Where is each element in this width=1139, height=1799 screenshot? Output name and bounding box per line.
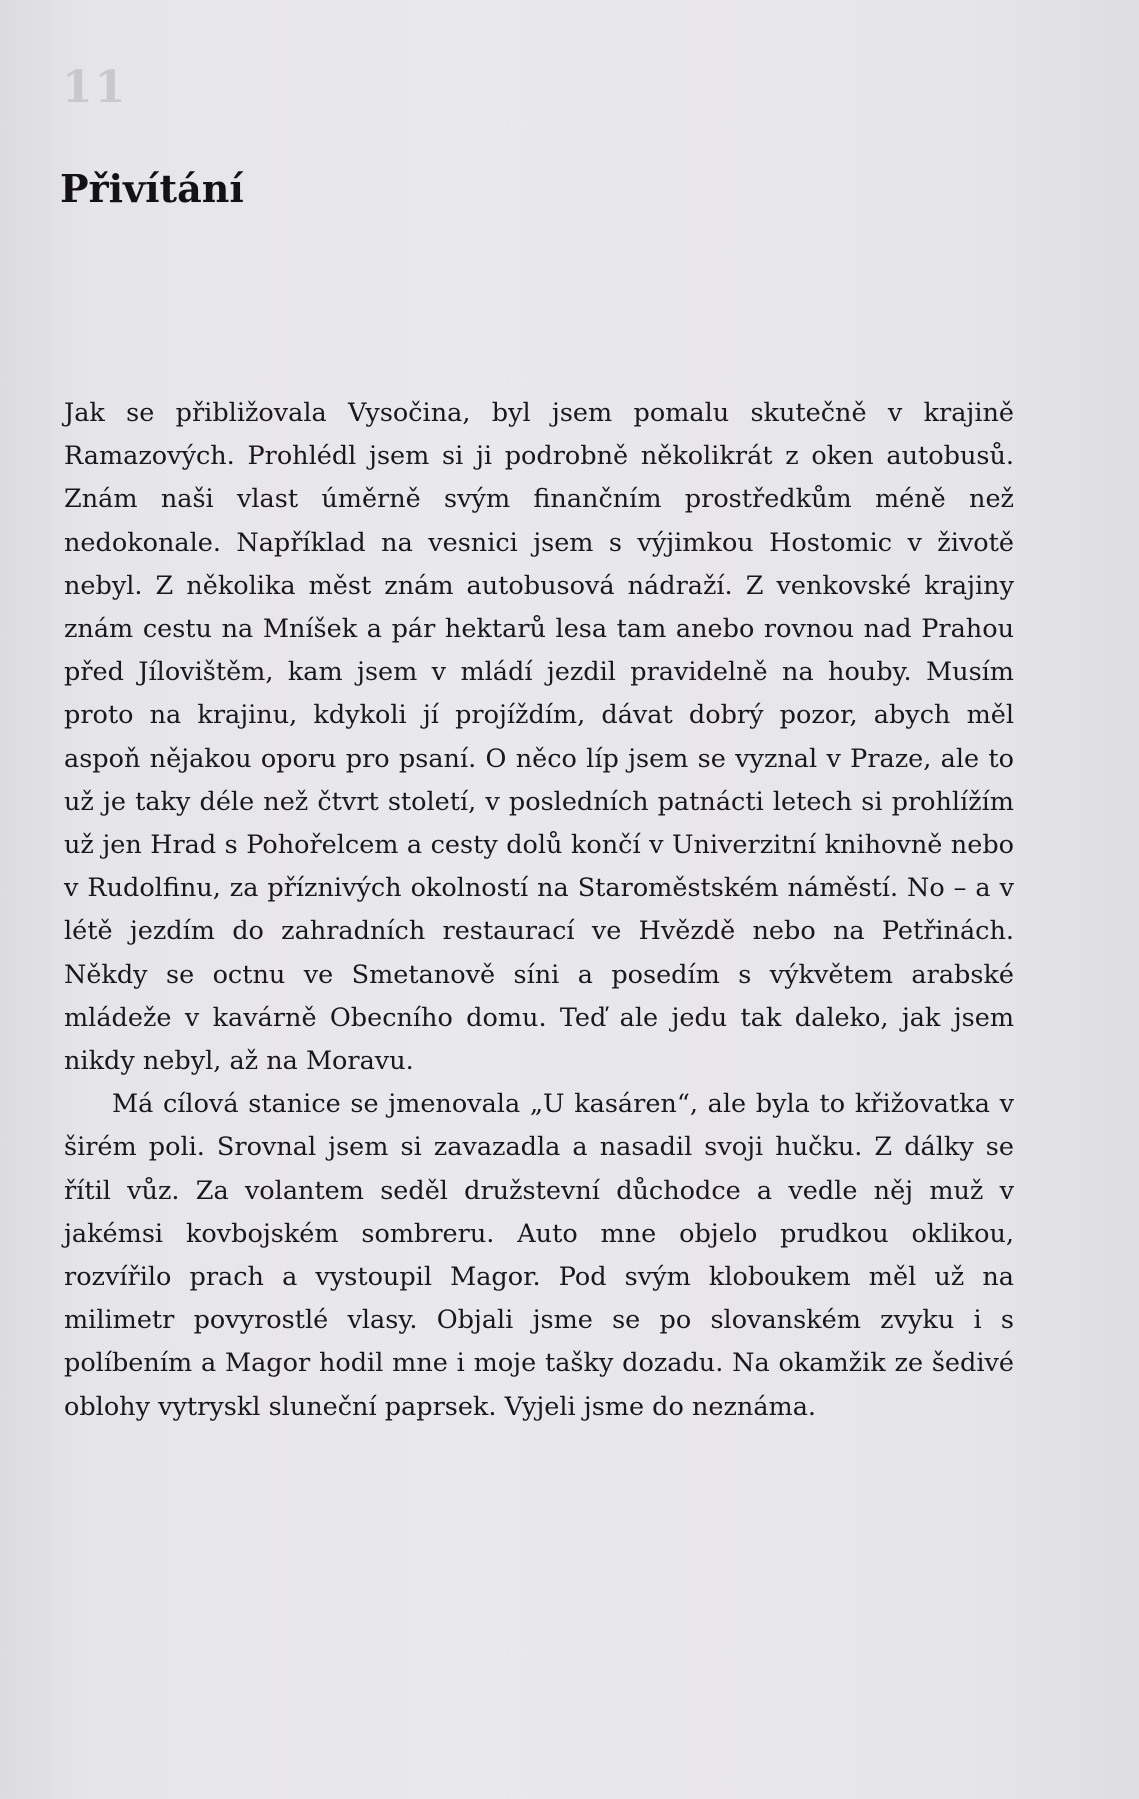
paragraph-2: Má cílová stanice se jmenovala „U kasáren“, ale byla to křižovatka v širém poli. Srovnal jsem si zavazadla a nasadil svoji hučku. Z dálky se řítil vůz. Za volantem seděl družstevní důchodce a vedle něj muž v jakémsi kovbojském sombreru. Auto mne objelo prudkou oklikou, rozvířilo prach a vystoupil Magor. Pod svým kloboukem měl už na milimetr povyrostlé vlasy. Objali jsme se po slovanském zvyku i s políbením a Magor hodil mne i moje tašky dozadu. Na okamžik ze šedivé oblohy vytryskl sluneční paprsek. Vyjeli jsme do neznáma. — [64, 1089, 1014, 1422]
body-text — [64, 392, 1014, 1429]
chapter-title: Přivítání — [60, 166, 244, 211]
page-number: 11 — [62, 62, 128, 113]
paragraph-1: Jak se přibližovala Vysočina, byl jsem pomalu skutečně v krajině Ramazových. Prohlédl jsem si ji podrobně několikrát z oken autobusů. Znám naši vlast úměrně svým finančním prostředkům méně než nedokonale. Například na vesnici jsem s výjimkou Hostomic v životě nebyl. Z několika měst znám autobusová nádraží. Z venkovské krajiny znám cestu na Mníšek a pár hektarů lesa tam anebo rovnou nad Prahou před Jílovištěm, kam jsem v mládí jezdil pravidelně na houby. Musím proto na krajinu, kdykoli jí projíždím, dávat dobrý pozor, abych měl aspoň nějakou oporu pro psaní. O něco líp jsem se vyznal v Praze, ale to už je taky déle než čtvrt století, v posledních patnácti letech si prohlížím už jen Hrad s Pohořelcem a cesty dolů končí v Univerzitní knihovně nebo v Rudolfinu, za příznivých okolností na Staroměstském náměstí. No – a v létě jezdím do zahradních restaurací ve Hvězdě nebo na Petřinách. Někdy se octnu ve Smetanově síni a posedím s výkvětem arabské mládeže v kavárně Obecního domu. Teď ale jedu tak daleko, jak jsem nikdy nebyl, až na Moravu. — [64, 398, 1014, 1077]
